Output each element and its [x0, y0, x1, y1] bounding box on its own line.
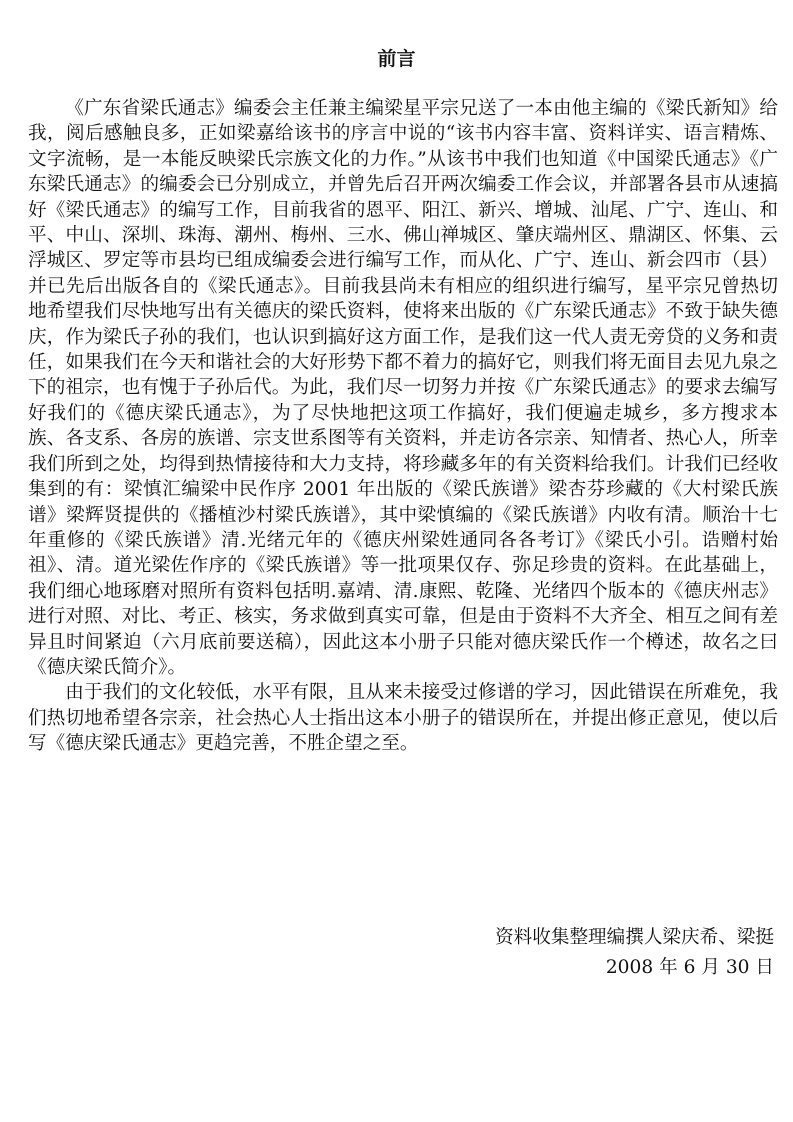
date-line: 2008 年 6 月 30 日 [605, 957, 774, 978]
paragraph: 《广东省梁氏通志》编委会主任兼主编梁星平宗兄送了一本由他主编的《梁氏新知》给我，阅后感触良多，正如梁嘉给该书的序言中说的“该书内容丰富、资料详实、语言精炼、文字流畅，是一本能反映梁氏宗族文化的力作。”从该书中我们也知道《中国梁氏通志》《广东梁氏通志》的编委会已分别成立，并曾先后召开两次编委工作会议，并部署各县市从速搞好《梁氏通志》的编写工作，目前我省的恩平、阳江、新兴、增城、汕尾、广宁、连山、和平、中山、深圳、珠海、潮州、梅州、三水、佛山禅城区、肇庆端州区、鼎湖区、怀集、云浮城区、罗定等市县均已组成编委会进行编写工作，而从化、广宁、连山、新会四市（县）并已先后出版各自的《梁氏通志》。目前我县尚未有相应的组织进行编写，星平宗兄曾热切地希望我们尽快地写出有关德庆的梁氏资料，使将来出版的《广东梁氏通志》不致于缺失德庆，作为梁氏子孙的我们，也认识到搞好这方面工作，是我们这一代人责无旁贷的义务和责任，如果我们在今天和谐社会的大好形势下都不着力的搞好它，则我们将无面目去见九泉之下的祖宗，也有愧于子孙后代。为此，我们尽一切努力并按《广东梁氏通志》的要求去编写好我们的《德庆梁氏通志》，为了尽快地把这项工作搞好，我们便遍走城乡，多方搜求本族、各支系、各房的族谱、宗支世系图等有关资料，并走访各宗亲、知情者、热心人，所幸我们所到之处，均得到热情接待和大力支持，将珍藏多年的有关资料给我们。计我们已经收集到的有：梁慎汇编梁中民作序 2001 年出版的《梁氏族谱》梁杏芬珍藏的《大村梁氏族谱》梁辉贤提供的《播植沙村梁氏族谱》，其中梁慎编的《梁氏族谱》内收有清。顺治十七年重修的《梁氏族谱》清.光绪元年的《德庆州梁姓通同各各考订》《梁氏小引。诰赠村始祖》、清。道光梁佐作序的《梁氏族谱》等一批项果仅存、弥足珍贵的资料。在此基础上，我们细心地琢磨对照所有资料包括明.嘉靖、清.康熙、乾隆、光绪四个版本的《德庆州志》进行对照、对比、考正、核实，务求做到真实可靠，但是由于资料不大齐全、相互之间有差异且时间紧迫（六月底前要送稿），因此这本小册子只能对德庆梁氏作一个樽述，故名之曰《德庆梁氏简介》。 [28, 98, 778, 678]
page-title: 前言 [377, 48, 416, 70]
author-line: 资料收集整理编撰人梁庆希、梁挺 [495, 927, 774, 948]
signature-block [495, 923, 774, 983]
paragraph: 由于我们的文化较低，水平有限，且从来未接受过修谱的学习，因此错误在所难免，我们热切地希望各宗亲，社会热心人士指出这本小册子的错误所在，并提出修正意见，使以后写《德庆梁氏通志》更趋完善，不胜企望之至。 [28, 682, 778, 755]
document-body [28, 96, 778, 757]
